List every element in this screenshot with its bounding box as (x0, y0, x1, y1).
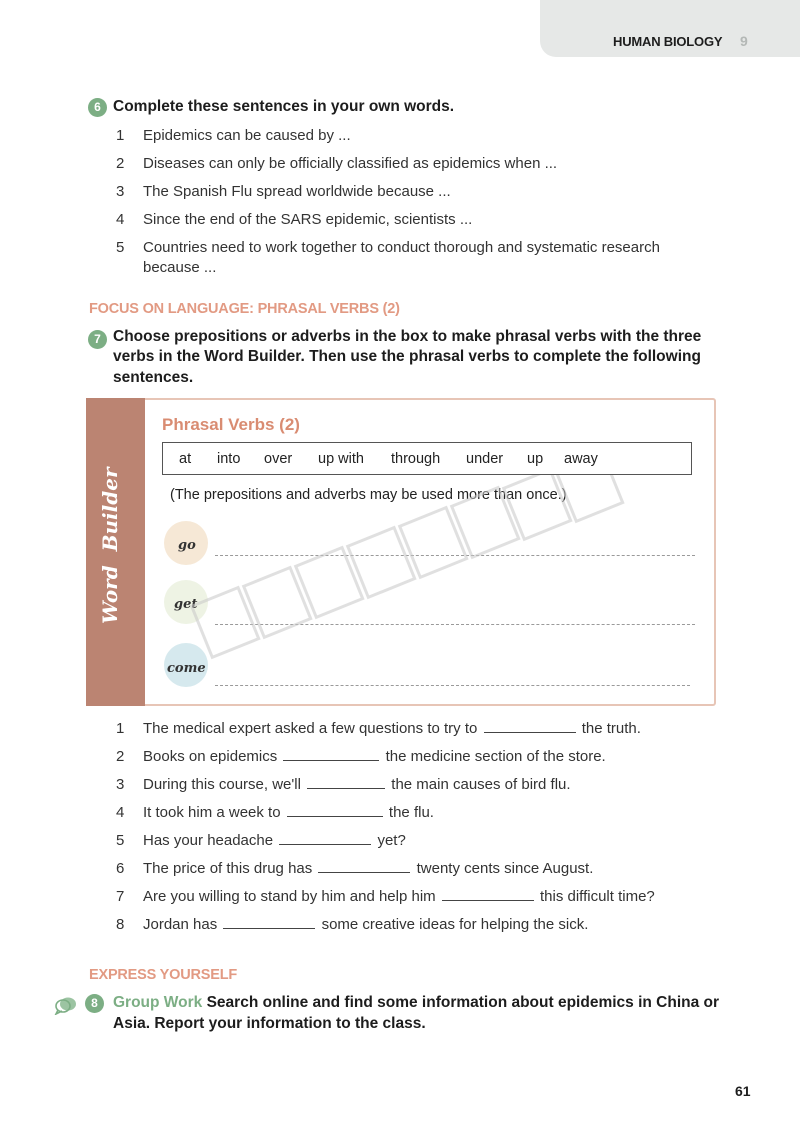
list-item: 3 During this course, we'll the main causes of bird flu. (116, 776, 571, 793)
list-item: 5 Has your headache yet? (116, 832, 406, 849)
answer-blank[interactable] (442, 888, 534, 901)
exercise-7-instruction-line2: verbs in the Word Builder. Then use the phrasal verbs to complete the following (113, 348, 701, 365)
exercise-6-instruction: Complete these sentences in your own words. (113, 98, 455, 115)
exercise-6-number: 6 (88, 98, 107, 117)
exercise-8-instruction-line1: Group Work Search online and find some information about epidemics in China or (113, 994, 720, 1011)
word-builder-title: Phrasal Verbs (2) (162, 415, 300, 434)
word-option: over (264, 451, 293, 467)
word-option: up (527, 451, 544, 467)
verb-label-get: get (174, 597, 198, 612)
exercise-7-number: 7 (88, 330, 107, 349)
list-item: 6 The price of this drug has twenty cents since August. (116, 860, 594, 877)
page-number: 61 (735, 1083, 751, 1099)
answer-blank[interactable] (287, 804, 383, 817)
exercise-8-number: 8 (85, 994, 104, 1013)
list-item-text: Countries need to work together to conduct thorough and systematic research because ... (143, 239, 660, 276)
group-work-label: Group Work (113, 994, 203, 1011)
answer-blank[interactable] (279, 832, 371, 845)
answer-blank[interactable] (283, 748, 379, 761)
list-item: 8 Jordan has some creative ideas for helping the sick. (116, 916, 589, 933)
express-section-label: EXPRESS YOURSELF (89, 967, 238, 983)
word-option: up with (318, 451, 364, 467)
list-item: 2 Diseases can only be officially classified as epidemics when ... (116, 155, 558, 172)
word-builder-side-label: Word Builder (98, 467, 122, 624)
list-item: 7 Are you willing to stand by him and help him this difficult time? (116, 888, 655, 905)
list-item: 4 It took him a week to the flu. (116, 804, 434, 821)
list-item: 4 Since the end of the SARS epidemic, scientists ... (116, 211, 473, 228)
list-item: 3 The Spanish Flu spread worldwide because ... (116, 183, 451, 200)
unit-number: 9 (740, 33, 748, 49)
chapter-title: HUMAN BIOLOGY (613, 34, 723, 49)
answer-blank[interactable] (484, 720, 576, 733)
word-option: into (217, 451, 241, 467)
verb-label-go: go (178, 538, 196, 553)
word-option: away (564, 451, 598, 467)
word-builder-note: (The prepositions and adverbs may be used more than once.) (170, 487, 567, 503)
exercise-7-instruction-line1: Choose prepositions or adverbs in the box to make phrasal verbs with the three (113, 328, 702, 345)
list-item: 1 Epidemics can be caused by ... (116, 127, 351, 144)
list-item: 2 Books on epidemics the medicine section of the store. (116, 748, 606, 765)
exercise-7-instruction-line3: sentences. (113, 369, 194, 386)
answer-blank[interactable] (307, 776, 385, 789)
word-box (162, 442, 692, 475)
focus-section-label: FOCUS ON LANGUAGE: PHRASAL VERBS (2) (89, 301, 400, 317)
publisher-watermark (190, 475, 630, 670)
list-item: 1 The medical expert asked a few questions to try to the truth. (116, 720, 641, 737)
word-option: at (179, 451, 192, 467)
verb-label-come: come (167, 661, 206, 676)
word-option: through (391, 451, 441, 467)
word-option: under (466, 451, 504, 467)
answer-line-come (215, 685, 690, 686)
speech-bubble-icon (54, 995, 78, 1015)
list-item: 5 (116, 239, 125, 256)
exercise-8-instruction-line2: Asia. Report your information to the class. (113, 1015, 426, 1032)
answer-blank[interactable] (318, 860, 410, 873)
answer-blank[interactable] (223, 916, 315, 929)
